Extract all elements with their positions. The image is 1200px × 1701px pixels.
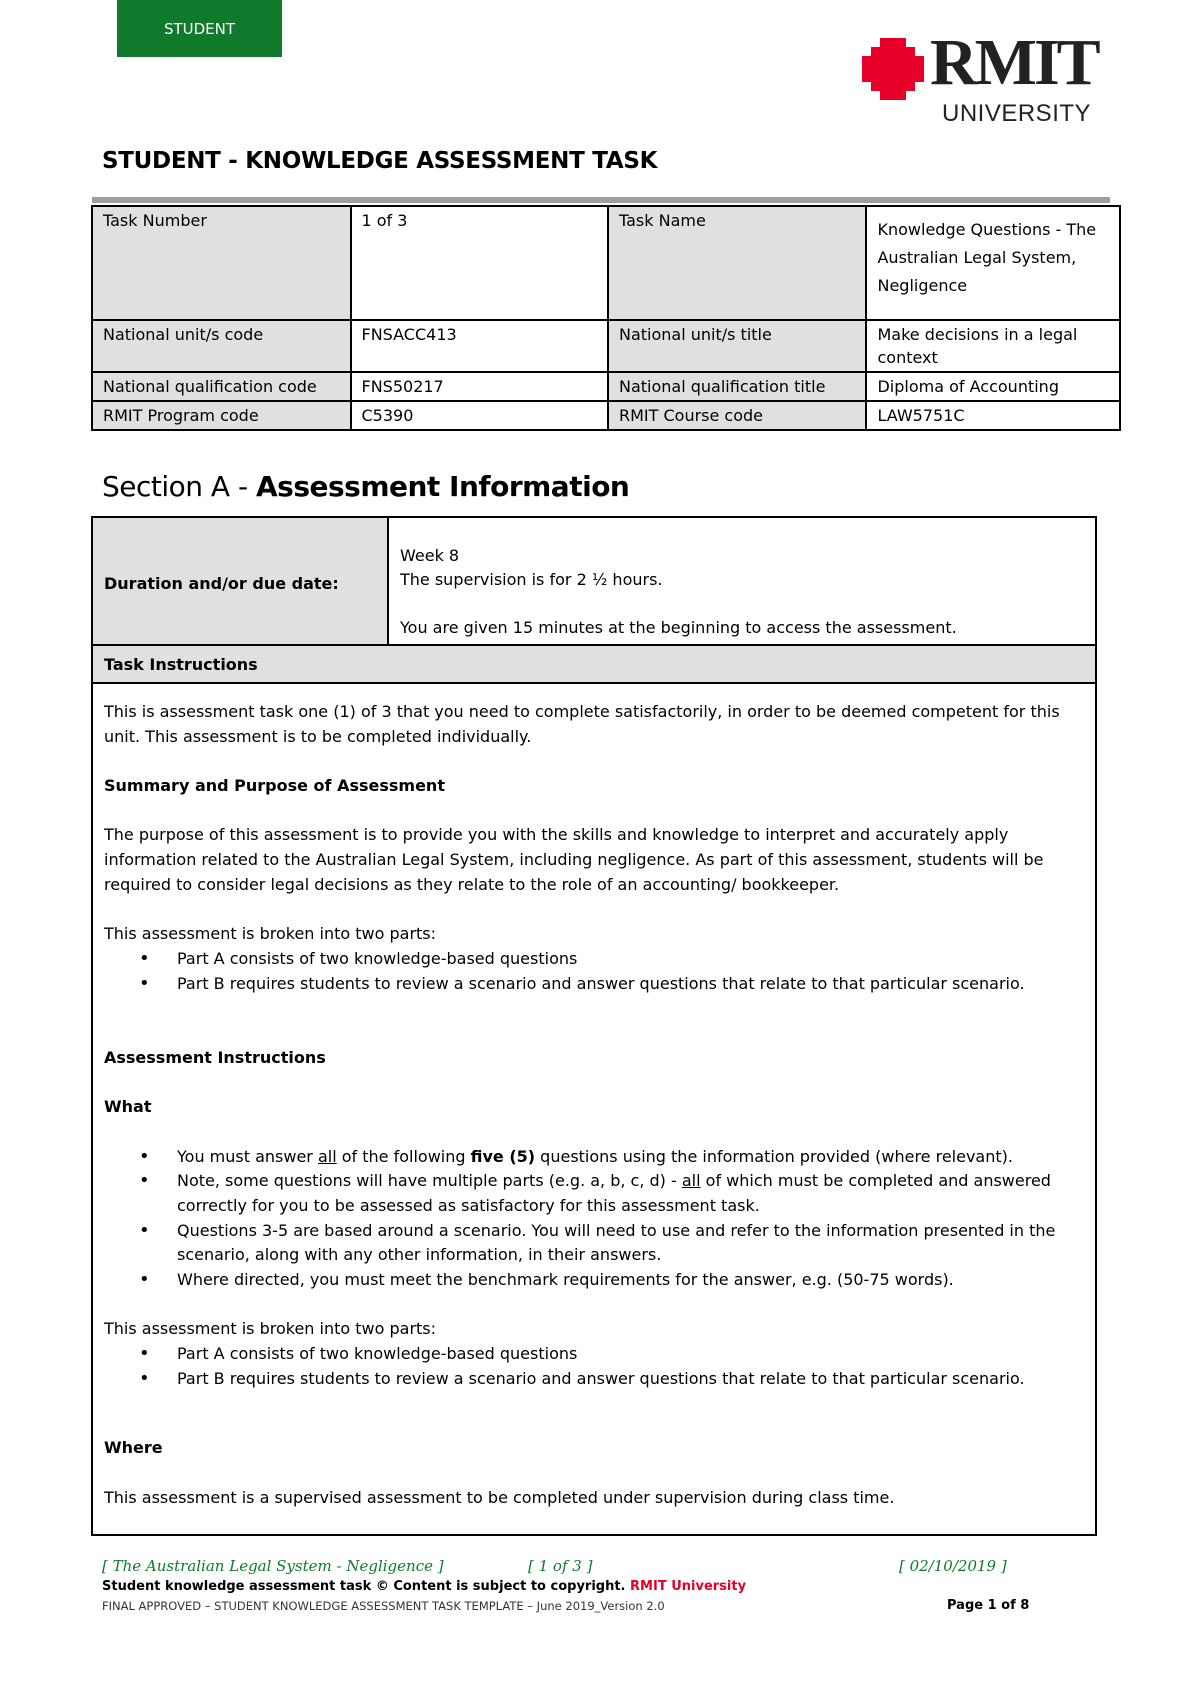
task-instructions-heading: Task Instructions [93,646,1095,684]
qualification-title-value: Diploma of Accounting [866,372,1120,401]
task-name-value: Knowledge Questions - The Australian Legal System, Negligence [866,206,1120,320]
page-title: STUDENT - KNOWLEDGE ASSESSMENT TASK [102,148,658,174]
parts-list [104,947,1081,996]
task-name-label: Task Name [608,206,867,320]
task-number-label: Task Number [92,206,351,320]
duration-supervision: The supervision is for 2 ½ hours. [400,570,663,589]
list-item: • Questions 3-5 are based around a scenario. You will need to use and refer to the information presented in the scenario, along with any other information, in their answers. [177,1219,1081,1268]
title-divider [92,197,1110,203]
table-row [92,372,1120,401]
rmit-pixel-logo-icon [862,38,924,100]
what-list [104,1145,1081,1293]
logo-subtitle: UNIVERSITY [942,100,1092,127]
course-code-label: RMIT Course code [608,401,867,430]
qualification-code-value: FNS50217 [351,372,608,401]
duration-label: Duration and/or due date: [93,518,389,646]
intro-paragraph: This is assessment task one (1) of 3 that you need to complete satisfactorily, in order to be deemed competent for this unit. This assessment is to be completed individually. [104,702,1060,746]
student-badge: STUDENT [117,0,282,57]
table-row [92,320,1120,372]
task-info-table [91,205,1121,431]
logo-wordmark: RMIT [930,26,1098,99]
task-instructions-content [104,700,1081,1510]
list-item: • Note, some questions will have multiple parts (e.g. a, b, c, d) - all of which must be completed and answered correctly for you to be assessed as satisfactory for this assessment task. [177,1169,1081,1218]
unit-title-value: Make decisions in a legal context [866,320,1120,372]
parts-intro-2: This assessment is broken into two parts: [104,1319,437,1339]
course-code-value: LAW5751C [866,401,1120,430]
duration-value [389,518,1095,646]
unit-code-label: National unit/s code [92,320,351,372]
summary-heading: Summary and Purpose of Assessment [104,776,445,796]
list-item: • You must answer all of the following five (5) questions using the information provided (where relevant). [177,1145,1081,1170]
task-number-value: 1 of 3 [351,206,608,320]
what-heading: What [104,1097,152,1117]
qualification-title-label: National qualification title [608,372,867,401]
footer-copyright: Student knowledge assessment task © Content is subject to copyright. RMIT University [102,1579,747,1594]
list-item: • Part B requires students to review a scenario and answer questions that relate to that particular scenario. [177,1367,1081,1392]
footer-task-number: [ 1 of 3 ] [528,1557,593,1575]
parts-intro: This assessment is broken into two parts: [104,924,437,944]
duration-reading-time: You are given 15 minutes at the beginning to access the assessment. [400,618,957,637]
section-a-title [102,470,629,503]
assessment-information-box [91,516,1097,1536]
footer-template-version: FINAL APPROVED – STUDENT KNOWLEDGE ASSESSMENT TASK TEMPLATE – June 2019_Version 2.0 [102,1599,665,1613]
footer-date: [ 02/10/2019 ] [899,1557,1007,1575]
duration-week: Week 8 [400,546,460,565]
program-code-label: RMIT Program code [92,401,351,430]
section-a-title-bold: Assessment Information [256,470,630,503]
purpose-paragraph: The purpose of this assessment is to provide you with the skills and knowledge to interpret and accurately apply information related to the Australian Legal System, including negligence. As part of this assessment, students will be required to consider legal decisions as they relate to the role of an accounting/ bookkeeper. [104,825,1044,894]
list-item: • Part A consists of two knowledge-based questions [177,1342,1081,1367]
instructions-heading: Assessment Instructions [104,1047,326,1067]
where-heading: Where [104,1438,163,1458]
section-a-prefix: Section A - [102,470,256,503]
rmit-logo [862,26,1122,127]
table-row [92,401,1120,430]
where-paragraph: This assessment is a supervised assessment to be completed under supervision during class time. [104,1487,895,1507]
list-item: • Where directed, you must meet the benchmark requirements for the answer, e.g. (50-75 words). [177,1268,1081,1293]
list-item: • Part B requires students to review a scenario and answer questions that relate to that particular scenario. [177,972,1081,997]
unit-code-value: FNSACC413 [351,320,608,372]
table-row [92,206,1120,320]
program-code-value: C5390 [351,401,608,430]
list-item: • Part A consists of two knowledge-based questions [177,947,1081,972]
qualification-code-label: National qualification code [92,372,351,401]
parts-list-2 [104,1342,1081,1391]
unit-title-label: National unit/s title [608,320,867,372]
footer-page-number: Page 1 of 8 [947,1598,1030,1613]
footer-title: [ The Australian Legal System - Negligence ] [102,1557,444,1575]
